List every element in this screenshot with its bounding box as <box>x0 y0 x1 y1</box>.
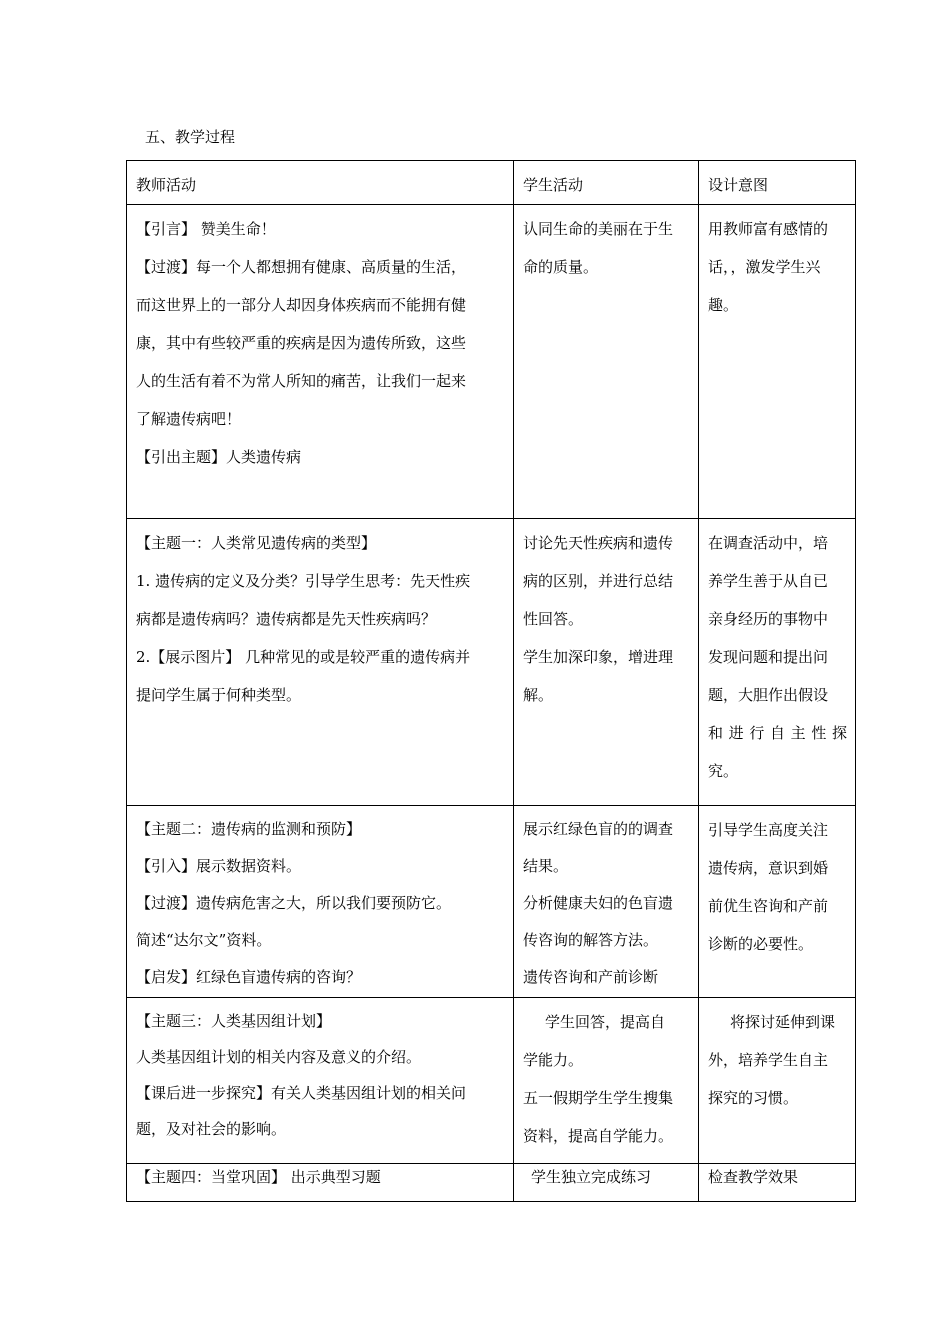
cell-line: 外，培养学生自主 <box>708 1051 829 1069</box>
student-activity-cell <box>514 806 699 998</box>
cell-line: 1. 遗传病的定义及分类？引导学生思考：先天性疾 <box>136 572 471 590</box>
cell-line: 【课后进一步探究】有关人类基因组计划的相关问 <box>136 1084 467 1102</box>
cell-line: 检查教学效果 <box>708 1168 799 1186</box>
cell-line: 引导学生高度关注 <box>708 821 829 839</box>
cell-line: 究。 <box>708 762 739 780</box>
cell-line: 【引出主题】人类遗传病 <box>136 448 302 466</box>
cell-line: 认同生命的美丽在于生 <box>523 220 674 238</box>
cell-line: 命的质量。 <box>523 258 599 276</box>
design-intent-cell <box>699 205 856 519</box>
cell-line: 而这世界上的一部分人却因身体疾病而不能拥有健 <box>136 296 467 314</box>
cell-line: 提问学生属于何种类型。 <box>136 686 302 704</box>
cell-line: 遗传咨询和产前诊断 <box>523 968 659 986</box>
cell-line: 康，其中有些较严重的疾病是因为遗传所致，这些 <box>136 334 467 352</box>
teacher-activity-cell <box>127 205 514 519</box>
header-design-intent: 设计意图 <box>699 161 856 205</box>
header-teacher-activity: 教师活动 <box>127 161 514 205</box>
teacher-activity-cell <box>127 1164 514 1202</box>
cell-line: 探究的习惯。 <box>708 1089 799 1107</box>
cell-line: 病都是遗传病吗？遗传病都是先天性疾病吗？ <box>136 610 437 628</box>
cell-line: 性回答。 <box>523 610 584 628</box>
cell-line: 【过渡】遗传病危害之大，所以我们要预防它。 <box>136 894 452 912</box>
section-heading: 五、教学过程 <box>145 128 236 146</box>
cell-line: 【主题四：当堂巩固】 出示典型习题 <box>136 1168 381 1186</box>
teacher-activity-cell <box>127 998 514 1164</box>
cell-line: 病的区别，并进行总结 <box>523 572 674 590</box>
teacher-activity-cell <box>127 806 514 998</box>
cell-line: 【引言】 赞美生命！ <box>136 220 276 238</box>
cell-line: 简述“达尔文”资料。 <box>136 931 272 949</box>
cell-line: 展示红绿色盲的的调查 <box>523 820 674 838</box>
cell-line: 【主题二：遗传病的监测和预防】 <box>136 820 362 838</box>
cell-line: 题，及对社会的影响。 <box>136 1120 287 1138</box>
cell-line: 2.【展示图片】 几种常见的或是较严重的遗传病并 <box>136 648 471 666</box>
design-intent-cell <box>699 1164 856 1202</box>
student-activity-cell <box>514 205 699 519</box>
cell-line: 将探讨延伸到课 <box>730 1013 836 1031</box>
cell-line: 人类基因组计划的相关内容及意义的介绍。 <box>136 1048 422 1066</box>
cell-line: 人的生活有着不为常人所知的痛苦，让我们一起来 <box>136 372 467 390</box>
student-activity-cell <box>514 519 699 806</box>
design-intent-cell <box>699 998 856 1164</box>
cell-line: 讨论先天性疾病和遗传 <box>523 534 674 552</box>
table-row <box>127 806 856 998</box>
cell-line: 【启发】红绿色盲遗传病的咨询？ <box>136 968 362 986</box>
cell-line: 趣。 <box>708 296 739 314</box>
cell-line: 资料，提高自学能力。 <box>523 1127 674 1145</box>
cell-line: 学能力。 <box>523 1051 584 1069</box>
design-intent-cell <box>699 519 856 806</box>
cell-line: 【过渡】每一个人都想拥有健康、高质量的生活， <box>136 258 467 276</box>
student-activity-cell <box>514 998 699 1164</box>
cell-line: 【引入】展示数据资料。 <box>136 857 302 875</box>
table-row <box>127 205 856 519</box>
cell-line: 和进行自主性探 <box>708 724 847 742</box>
cell-line: 【主题三：人类基因组计划】 <box>136 1012 332 1030</box>
table-row <box>127 1164 856 1202</box>
cell-line: 学生回答，提高自 <box>545 1013 666 1031</box>
cell-line: 前优生咨询和产前 <box>708 897 829 915</box>
design-intent-cell <box>699 806 856 998</box>
cell-line: 【主题一：人类常见遗传病的类型】 <box>136 534 377 552</box>
cell-line: 用教师富有感情的 <box>708 220 829 238</box>
cell-line: 话，，激发学生兴 <box>708 258 821 276</box>
cell-line: 养学生善于从自已 <box>708 572 829 590</box>
cell-line: 遗传病，意识到婚 <box>708 859 829 877</box>
cell-line: 在调查活动中，培 <box>708 534 829 552</box>
cell-line: 了解遗传病吧！ <box>136 410 242 428</box>
header-student-activity: 学生活动 <box>514 161 699 205</box>
teacher-activity-cell <box>127 519 514 806</box>
cell-line: 解。 <box>523 686 554 704</box>
table-header-row <box>127 161 856 205</box>
student-activity-cell <box>514 1164 699 1202</box>
cell-line: 题，大胆作出假设 <box>708 686 829 704</box>
cell-line: 诊断的必要性。 <box>708 935 814 953</box>
cell-line: 传咨询的解答方法。 <box>523 931 659 949</box>
table-row <box>127 519 856 806</box>
cell-line: 学生独立完成练习 <box>531 1168 652 1186</box>
cell-line: 分析健康夫妇的色盲遗 <box>523 894 674 912</box>
cell-line: 发现问题和提出问 <box>708 648 829 666</box>
teaching-process-table <box>126 160 856 1202</box>
cell-line: 亲身经历的事物中 <box>708 610 829 628</box>
cell-line: 结果。 <box>523 857 569 875</box>
table-row <box>127 998 856 1164</box>
cell-line: 学生加深印象，增进理 <box>523 648 674 666</box>
cell-line: 五一假期学生学生搜集 <box>523 1089 674 1107</box>
